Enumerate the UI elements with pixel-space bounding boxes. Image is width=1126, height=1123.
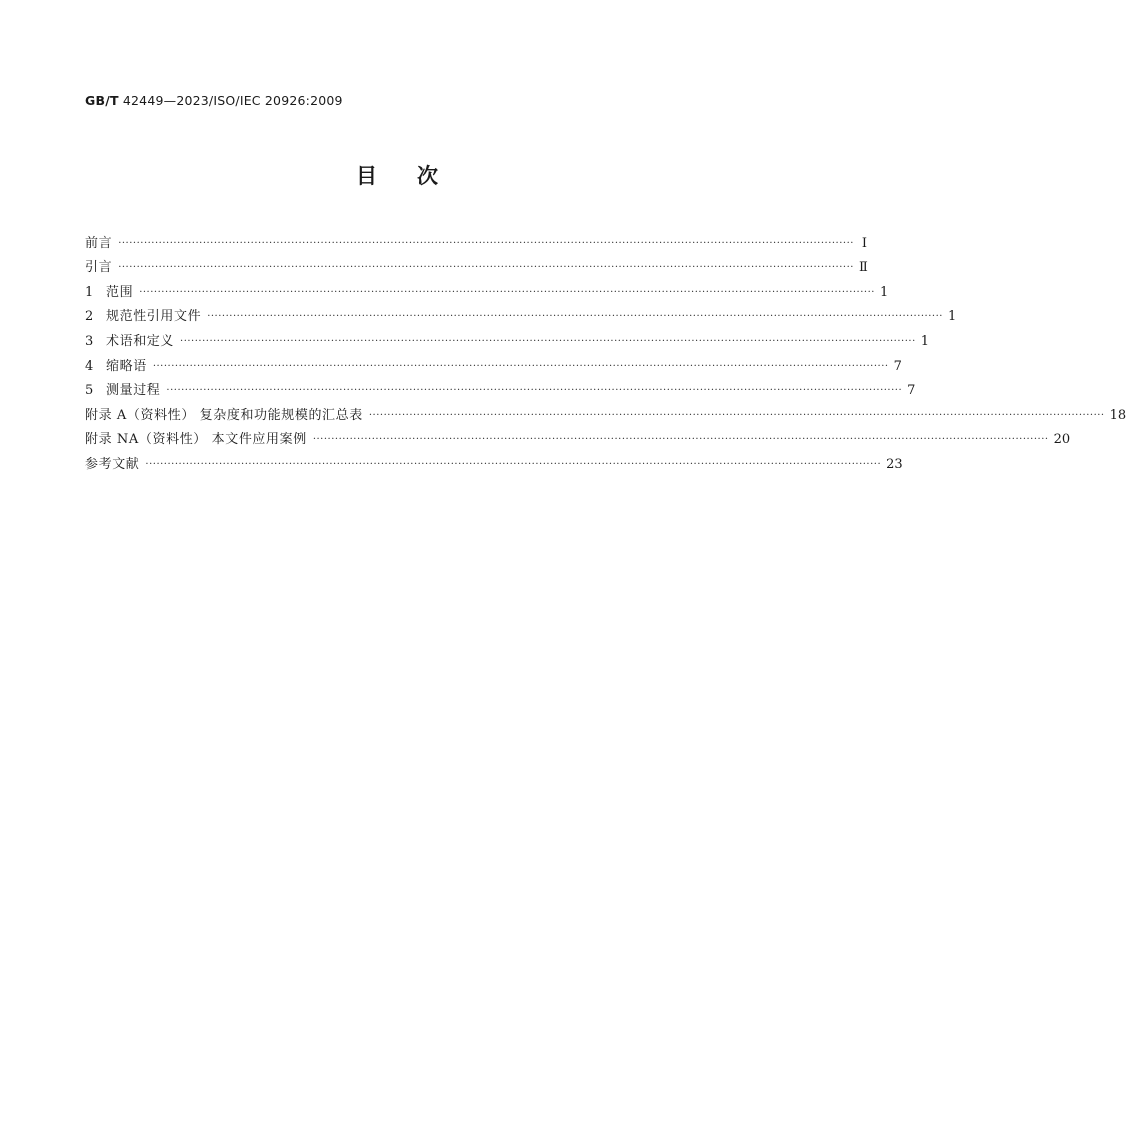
toc-entry-preface[interactable] bbox=[85, 228, 867, 253]
toc-entry-annex-a[interactable] bbox=[85, 400, 1126, 425]
toc-entry-label: 范围 bbox=[106, 284, 134, 300]
toc-entry-bibliography[interactable] bbox=[85, 449, 903, 474]
toc-entry-label: 引言 bbox=[85, 260, 113, 276]
toc-entry-label: 前言 bbox=[85, 235, 113, 251]
toc-leader-dots: ········································································································································································································ bbox=[152, 360, 889, 372]
toc-entry-number: 2 bbox=[85, 309, 94, 325]
toc-entry-normative-references[interactable] bbox=[85, 302, 957, 327]
standard-prefix: GB/T bbox=[85, 93, 119, 108]
standard-code-header bbox=[85, 93, 343, 108]
toc-entry-scope[interactable] bbox=[85, 277, 889, 302]
toc-entry-label: 附录 NA（资料性） 本文件应用案例 bbox=[85, 432, 307, 448]
toc-entry-page: 23 bbox=[886, 456, 903, 472]
toc-entry-page: 7 bbox=[893, 358, 902, 374]
toc-entry-label: 规范性引用文件 bbox=[106, 309, 202, 325]
toc-entry-label: 参考文献 bbox=[85, 456, 140, 472]
page-title bbox=[0, 160, 794, 190]
toc-entry-terms-definitions[interactable] bbox=[85, 326, 930, 351]
toc-leader-dots: ········································································································································································································ bbox=[312, 434, 1049, 446]
toc-entry-number: 1 bbox=[85, 284, 94, 300]
table-of-contents bbox=[85, 228, 1126, 474]
toc-entry-page: 1 bbox=[920, 333, 930, 349]
toc-entry-label: 术语和定义 bbox=[106, 333, 175, 349]
toc-entry-number: 4 bbox=[85, 358, 94, 374]
toc-entry-page: 7 bbox=[907, 383, 916, 399]
toc-entry-measurement-process[interactable] bbox=[85, 376, 916, 401]
title-char-2: 次 bbox=[417, 164, 438, 188]
title-char-1: 目 bbox=[356, 164, 377, 188]
toc-entry-page: 1 bbox=[879, 284, 889, 300]
toc-entry-label: 附录 A（资料性） 复杂度和功能规模的汇总表 bbox=[85, 407, 363, 423]
toc-entry-annex-na[interactable] bbox=[85, 425, 1071, 450]
toc-entry-abbreviations[interactable] bbox=[85, 351, 902, 376]
toc-leader-dots: ········································································································································································································ bbox=[118, 262, 854, 274]
toc-entry-page: 20 bbox=[1053, 432, 1071, 448]
toc-entry-number: 5 bbox=[85, 383, 94, 399]
toc-leader-dots: ········································································································································································································ bbox=[145, 458, 882, 470]
toc-leader-dots: ········································································································································································································ bbox=[180, 335, 916, 347]
toc-entry-page: 1 bbox=[947, 309, 957, 325]
toc-leader-dots: ········································································································································································································ bbox=[166, 385, 903, 397]
toc-entry-label: 缩略语 bbox=[106, 358, 147, 374]
toc-entry-number: 3 bbox=[85, 333, 94, 349]
standard-number: 42449—2023/ISO/IEC 20926:2009 bbox=[118, 93, 343, 108]
toc-entry-page: Ⅰ bbox=[861, 235, 867, 251]
toc-leader-dots: ········································································································································································································ bbox=[118, 237, 854, 249]
toc-leader-dots: ········································································································································································································ bbox=[207, 311, 943, 323]
toc-entry-page: Ⅱ bbox=[858, 260, 868, 276]
toc-entry-label: 测量过程 bbox=[106, 383, 161, 399]
toc-entry-page: 18 bbox=[1109, 407, 1126, 423]
toc-leader-dots: ········································································································································································································ bbox=[139, 286, 875, 298]
toc-leader-dots: ········································································································································································································ bbox=[368, 409, 1105, 421]
toc-entry-introduction[interactable] bbox=[85, 253, 868, 278]
